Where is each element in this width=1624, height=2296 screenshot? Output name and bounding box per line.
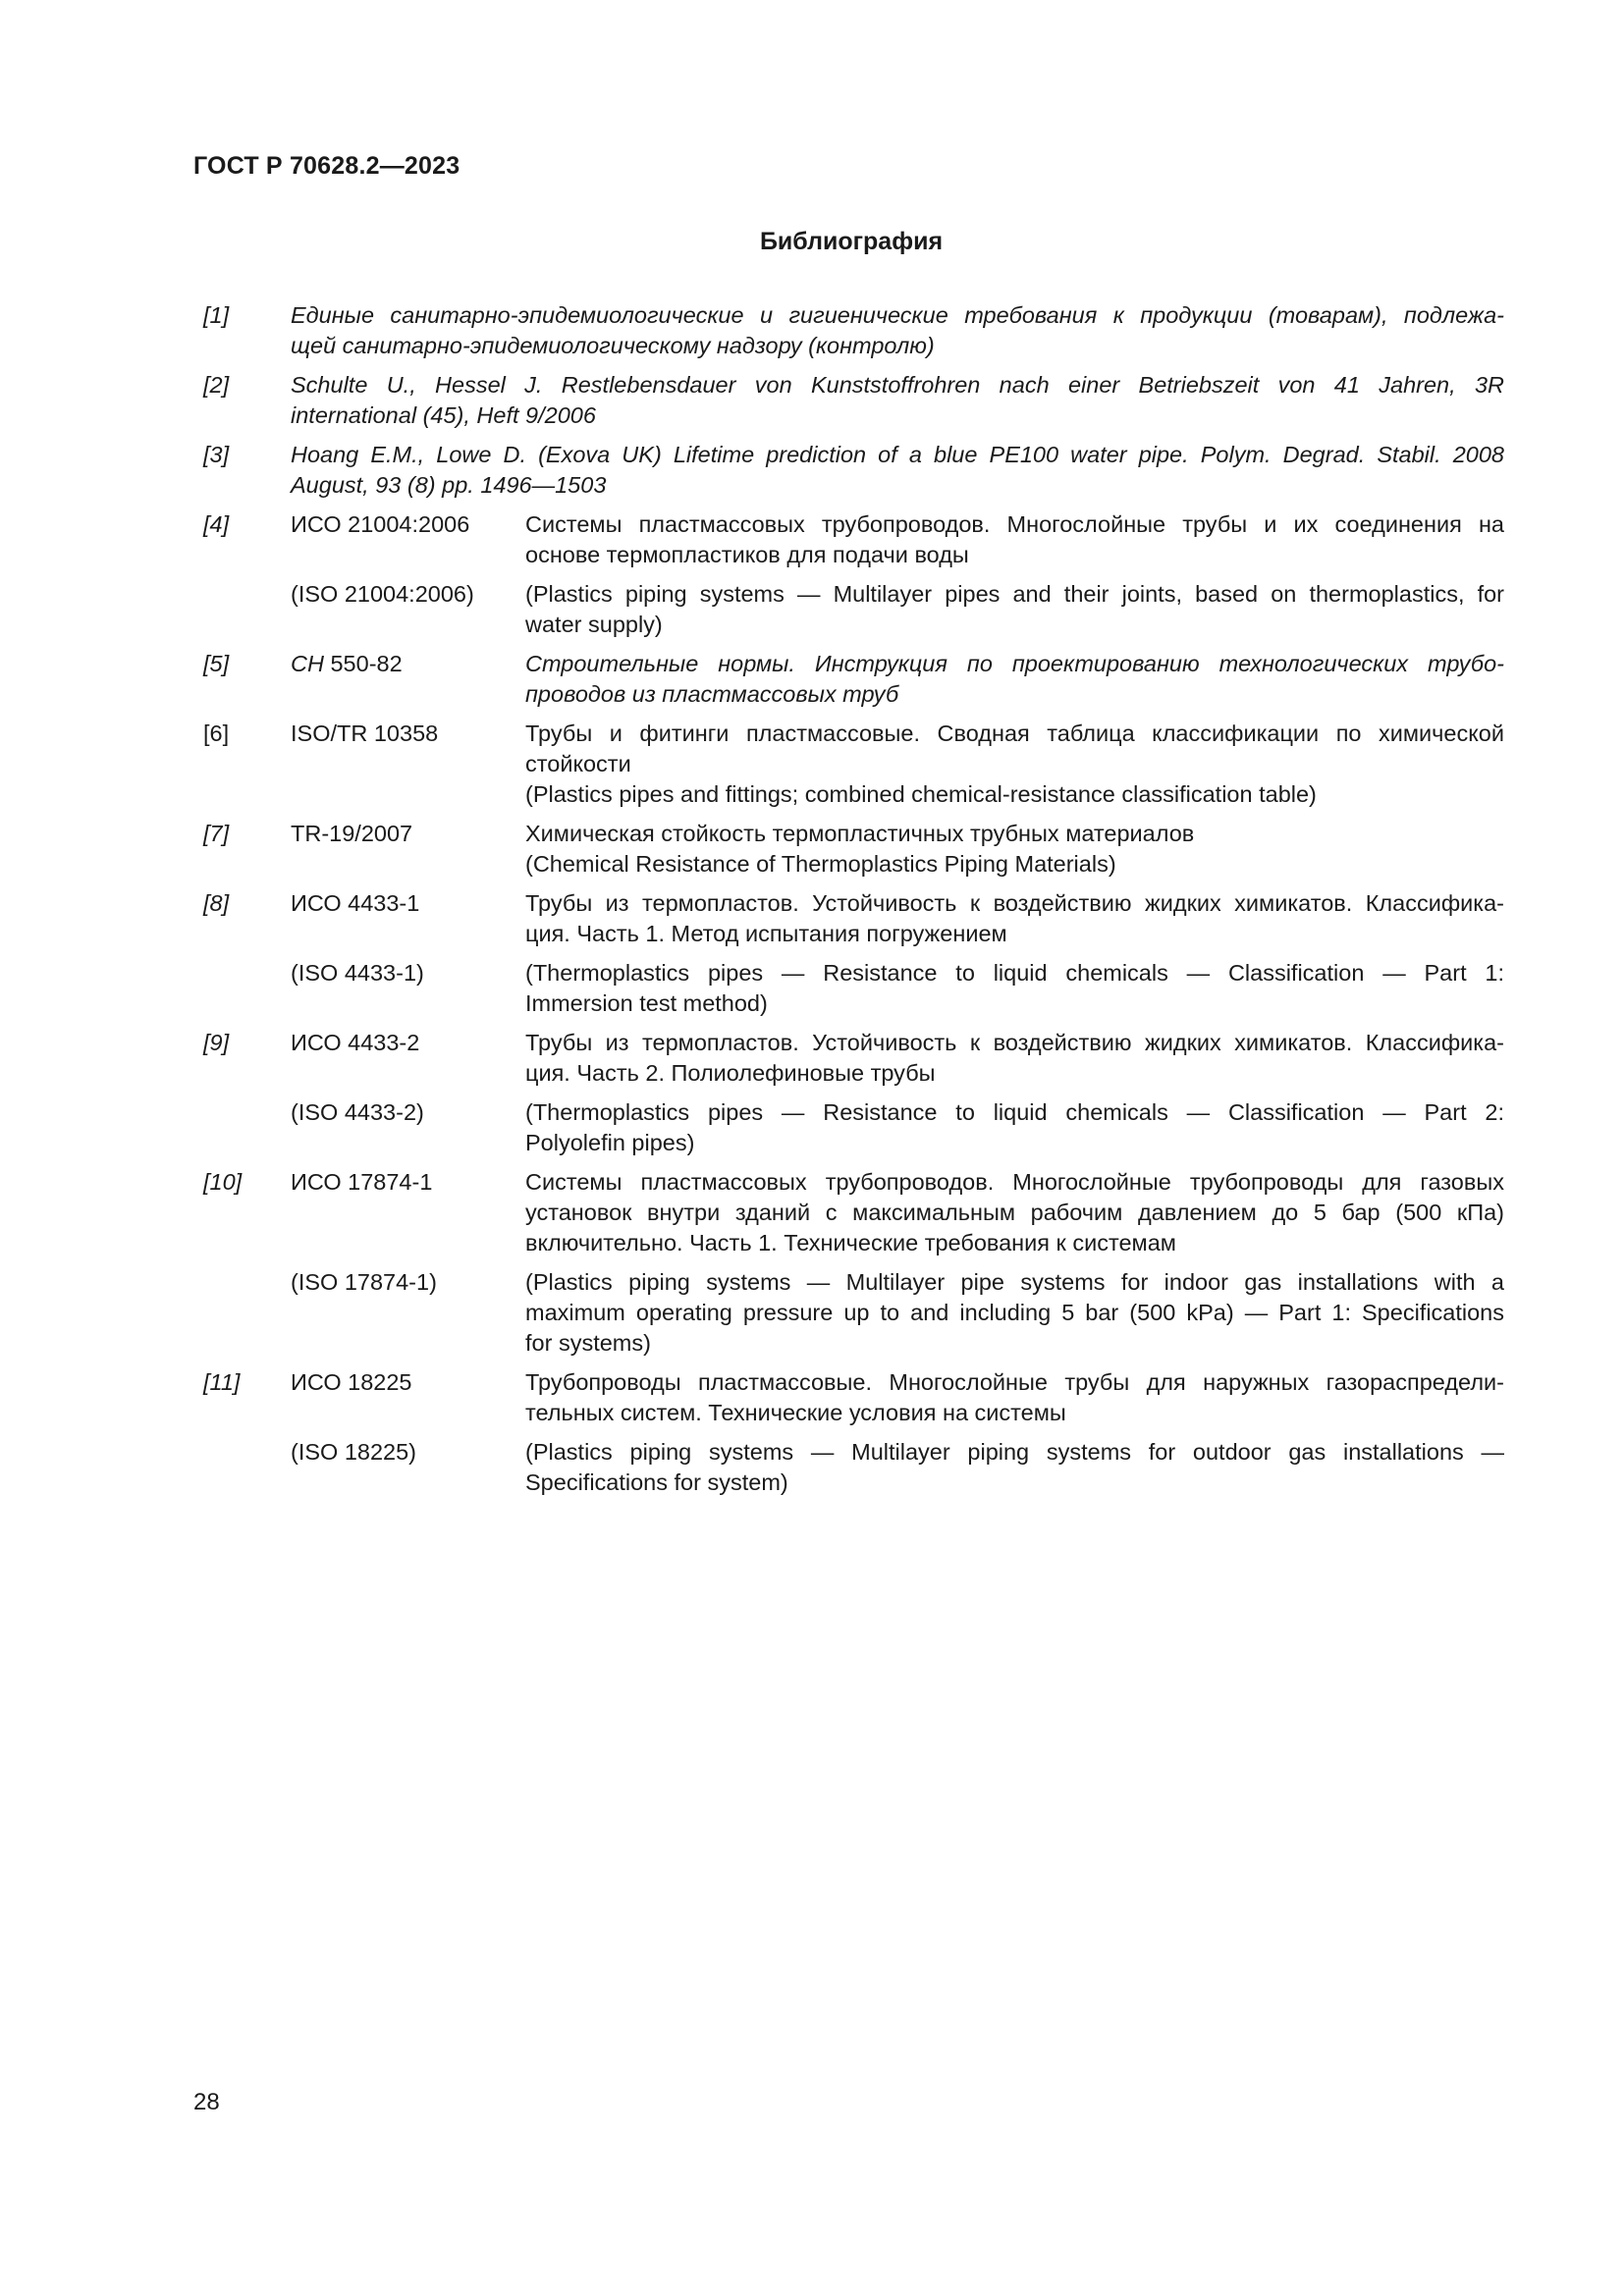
- entry-line: тельных систем. Технические условия на системы: [525, 1400, 1066, 1425]
- entry-text: [291, 440, 1504, 501]
- entry-line: основе термопластиков для подачи воды: [525, 542, 969, 567]
- bibliography-entry-6: [203, 719, 1504, 810]
- entry-line: (Chemical Resistance of Thermoplastics Piping Materials): [525, 851, 1116, 877]
- entry-line: (Thermoplastics pipes — Resistance to liquid chemicals — Classification — Part 2:: [525, 1099, 1504, 1125]
- entry-line: Строительные нормы. Инструкция по проектированию технологических трубо-: [525, 651, 1504, 676]
- page-title: Библиография: [759, 228, 944, 255]
- entry-code: ИСО 4433-1: [291, 890, 420, 916]
- bibliography-entry-8: [203, 888, 1504, 949]
- bibliography-entry-5: [203, 649, 1504, 710]
- entry-number: [9]: [203, 1030, 230, 1055]
- entry-line: ция. Часть 1. Метод испытания погружением: [525, 921, 1007, 946]
- entry-text: [525, 958, 1504, 1019]
- entry-number: [4]: [203, 511, 230, 537]
- entry-text: [291, 370, 1504, 431]
- entry-line: включительно. Часть 1. Технические требования к системам: [525, 1230, 1176, 1255]
- entry-code: ISO/TR 10358: [291, 721, 439, 746]
- entry-text: [525, 579, 1504, 640]
- entry-text: [525, 888, 1504, 949]
- entry-number: [8]: [203, 890, 230, 916]
- entry-code: ИСО 18225: [291, 1369, 412, 1395]
- entry-code: ИСО 4433-2: [291, 1030, 420, 1055]
- entry-line: Трубы из термопластов. Устойчивость к воздействию жидких химикатов. Классифика-: [525, 1030, 1504, 1055]
- entry-line: Системы пластмассовых трубопроводов. Многослойные трубы и их соединения на: [525, 511, 1504, 537]
- entry-text: [291, 300, 1504, 361]
- entry-line: (Thermoplastics pipes — Resistance to liquid chemicals — Classification — Part 1:: [525, 960, 1504, 986]
- bibliography-list: [203, 300, 1504, 1498]
- entry-text: [525, 1167, 1504, 1258]
- entry-line: international (45), Heft 9/2006: [291, 402, 596, 428]
- entry-text: [525, 1097, 1504, 1158]
- entry-line: Polyolefin pipes): [525, 1130, 695, 1155]
- entry-line: Химическая стойкость термопластичных трубных материалов: [525, 821, 1195, 846]
- entry-text: [525, 1437, 1504, 1498]
- bibliography-entry-10: [203, 1167, 1504, 1258]
- bibliography-entry-8-international: [203, 958, 1504, 1019]
- entry-code: (ISO 17874-1): [291, 1269, 437, 1295]
- entry-line: Системы пластмассовых трубопроводов. Многослойные трубопроводы для газовых: [525, 1169, 1504, 1195]
- bibliography-entry-1: [203, 300, 1504, 361]
- page-number: 28: [193, 2089, 220, 2115]
- entry-line: щей санитарно-эпидемиологическому надзору (контролю): [291, 333, 935, 358]
- entry-code: ИСО 21004:2006: [291, 511, 470, 537]
- entry-code-prefix: СН: [291, 651, 324, 676]
- entry-line: water supply): [525, 612, 663, 637]
- entry-line: Hoang E.M., Lowe D. (Exova UK) Lifetime prediction of a blue PE100 water pipe. Polym. Degrad. Stabil. 2008: [291, 442, 1504, 467]
- entry-line: maximum operating pressure up to and including 5 bar (500 kPa) — Part 1: Specifications: [525, 1300, 1504, 1325]
- entry-line: for systems): [525, 1330, 651, 1356]
- entry-number: [10]: [203, 1169, 243, 1195]
- entry-line: Трубы и фитинги пластмассовые. Сводная таблица классификации по химической: [525, 721, 1504, 746]
- entry-number: [7]: [203, 821, 230, 846]
- entry-line: Единые санитарно-эпидемиологические и гигиенические требования к продукции (товарам), подлежа-: [291, 302, 1504, 328]
- bibliography-entry-10-international: [203, 1267, 1504, 1359]
- entry-number: [1]: [203, 302, 230, 328]
- bibliography-entry-3: [203, 440, 1504, 501]
- entry-line: Schulte U., Hessel J. Restlebensdauer von Kunststoffrohren nach einer Betriebszeit von 41 Jahren, 3R: [291, 372, 1504, 398]
- bibliography-entry-9-international: [203, 1097, 1504, 1158]
- entry-line: Immersion test method): [525, 990, 768, 1016]
- entry-code-rest: 550-82: [323, 651, 403, 676]
- entry-line: (Plastics piping systems — Multilayer piping systems for outdoor gas installations —: [525, 1439, 1504, 1465]
- entry-code: (ISO 21004:2006): [291, 581, 474, 607]
- entry-line: (Plastics piping systems — Multilayer pipe systems for indoor gas installations with a: [525, 1269, 1504, 1295]
- entry-line: проводов из пластмассовых труб: [525, 681, 899, 707]
- bibliography-entry-9: [203, 1028, 1504, 1089]
- entry-number: [2]: [203, 372, 230, 398]
- bibliography-entry-2: [203, 370, 1504, 431]
- entry-code: [291, 649, 525, 710]
- entry-text: [525, 509, 1504, 570]
- entry-line: ция. Часть 2. Полиолефиновые трубы: [525, 1060, 936, 1086]
- entry-line: стойкости: [525, 751, 631, 776]
- bibliography-entry-11: [203, 1367, 1504, 1428]
- entry-line: August, 93 (8) pp. 1496—1503: [291, 472, 607, 498]
- entry-code: ИСО 17874-1: [291, 1169, 433, 1195]
- entry-code: (ISO 4433-2): [291, 1099, 424, 1125]
- entry-text: [525, 1367, 1504, 1428]
- entry-line: установок внутри зданий с максимальным рабочим давлением до 5 бар (500 кПа): [525, 1200, 1504, 1225]
- entry-line: Трубы из термопластов. Устойчивость к воздействию жидких химикатов. Классифика-: [525, 890, 1504, 916]
- entry-number: [5]: [203, 651, 230, 676]
- bibliography-entry-11-international: [203, 1437, 1504, 1498]
- entry-number: [6]: [203, 721, 230, 746]
- entry-line: Specifications for system): [525, 1469, 788, 1495]
- document-header: ГОСТ Р 70628.2—2023: [193, 152, 460, 180]
- entry-text: [525, 1028, 1504, 1089]
- bibliography-entry-7: [203, 819, 1504, 880]
- entry-code: (ISO 18225): [291, 1439, 417, 1465]
- entry-line: Трубопроводы пластмассовые. Многослойные трубы для наружных газораспредели-: [525, 1369, 1504, 1395]
- entry-text: [525, 1267, 1504, 1359]
- entry-text: [525, 719, 1504, 810]
- entry-line: (Plastics piping systems — Multilayer pipes and their joints, based on thermoplastics, for: [525, 581, 1504, 607]
- entry-text: [525, 649, 1504, 710]
- entry-code: (ISO 4433-1): [291, 960, 424, 986]
- bibliography-entry-4-international: [203, 579, 1504, 640]
- bibliography-entry-4: [203, 509, 1504, 570]
- entry-line: (Plastics pipes and fittings; combined chemical-resistance classification table): [525, 781, 1317, 807]
- entry-text: [525, 819, 1504, 880]
- entry-number: [11]: [203, 1369, 241, 1395]
- entry-code: TR-19/2007: [291, 821, 413, 846]
- entry-number: [3]: [203, 442, 230, 467]
